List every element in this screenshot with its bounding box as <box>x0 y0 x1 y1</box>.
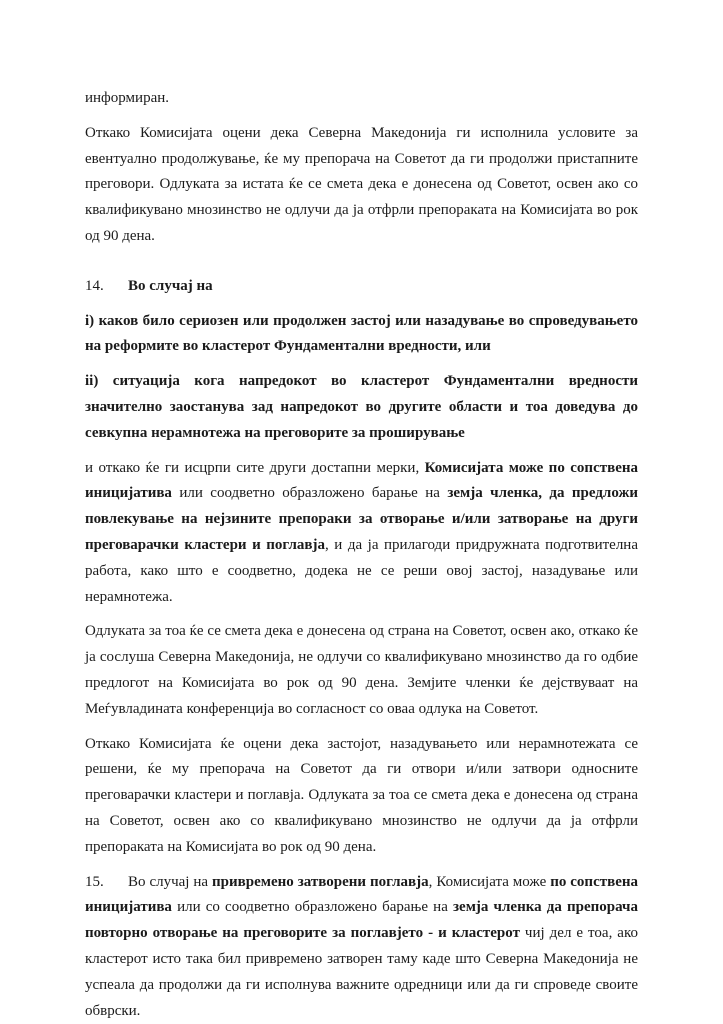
item-15-number: 15. <box>85 873 104 890</box>
paragraph-commission-assess: Откако Комисијата оцени дека Северна Македонија ги исполнила условите за евентуално продолжување, ќе му препорача на Советот да ги продолжи пристапните преговори. Одлуката за истата ќе се смета дека е донесена од Советот, освен ако со квалификувано мнозинство не одлучи да ја отфрли препораката на Комисијата во рок од 90 дена. <box>85 124 638 244</box>
paragraph-commission-reopen: Откако Комисијата ќе оцени дека застојот, назадувањето или нерамнотежата се решени, ќе му препорача на Советот да ги отвори и/или затвори односните преговарачки кластери и поглавја. Одлуката за тоа се смета дека е донесена од страна на Советот, освен ако со квалификувано мнозинство не одлучи да ја отфрли препораката на Комисијата во рок од 90 дена. <box>85 735 638 855</box>
text-run: или соодветно образложено барање на <box>171 485 448 502</box>
text-run-bold: привремено затворени поглавја <box>212 873 429 890</box>
list-item-15 <box>85 870 638 1024</box>
item-14-number: 14. <box>85 277 104 294</box>
paragraph-point-i: i) каков било сериозен или продолжен застој или назадување во спроведувањето на реформите во кластерот Фундаментални вредности, или <box>85 312 638 355</box>
text-run-bold: земја членка да препорача повторно отворање на преговорите за поглавјето - и кластерот <box>85 899 638 942</box>
paragraph-council-decision: Одлуката за тоа ќе се смета дека е донесена од страна на Советот, освен ако, откако ќе ја сослуша Северна Македонија, не одлучи со квалификувано мнозинство да го одбие предлогот на Комисијата во рок од 90 дена. Земјите членки ќе дејствуваат на Меѓувладината конференција во согласност со оваа одлука на Советот. <box>85 623 638 717</box>
text-run-bold: земја членка, да предложи повлекување на нејзините препораки за отворање и/или затворање на други преговарачки кластери и поглавја <box>85 485 638 553</box>
text-run-bold: Комисијата може по сопствена иницијатива <box>85 459 638 502</box>
list-item-14 <box>85 274 638 300</box>
paragraph-informiran: информиран. <box>85 90 170 106</box>
text-run: , Комисијата може <box>428 873 551 890</box>
text-run-bold: по сопствена иницијатива <box>85 873 638 916</box>
text-run: или со соодветно образложено барање на <box>171 899 454 916</box>
text-run: чиј дел е тоа, ако кластерот исто така бил привремено затворен таму каде што Северна Македонија не успеала да продолжи да ги исполнува важните одредници или да ги спроведе своите обврски. <box>85 925 638 1019</box>
text-run: и откако ќе ги исцрпи сите други достапни мерки, <box>85 459 425 476</box>
text-run: Во случај на <box>128 873 213 890</box>
text-run: , и да ја прилагоди придружната подготвителна работа, како што е соодветно, додека не се реши овој застој, назадување или нерамнотежа. <box>85 536 638 605</box>
item-14-heading: Во случај на <box>128 277 213 294</box>
paragraph-measures <box>85 456 638 611</box>
paragraph-point-ii: ii) ситуација кога напредокот во кластерот Фундаментални вредности значително заостанува зад напредокот во другите области и тоа доведува до севкупна нерамнотежа на преговорите за проширување <box>85 373 638 441</box>
